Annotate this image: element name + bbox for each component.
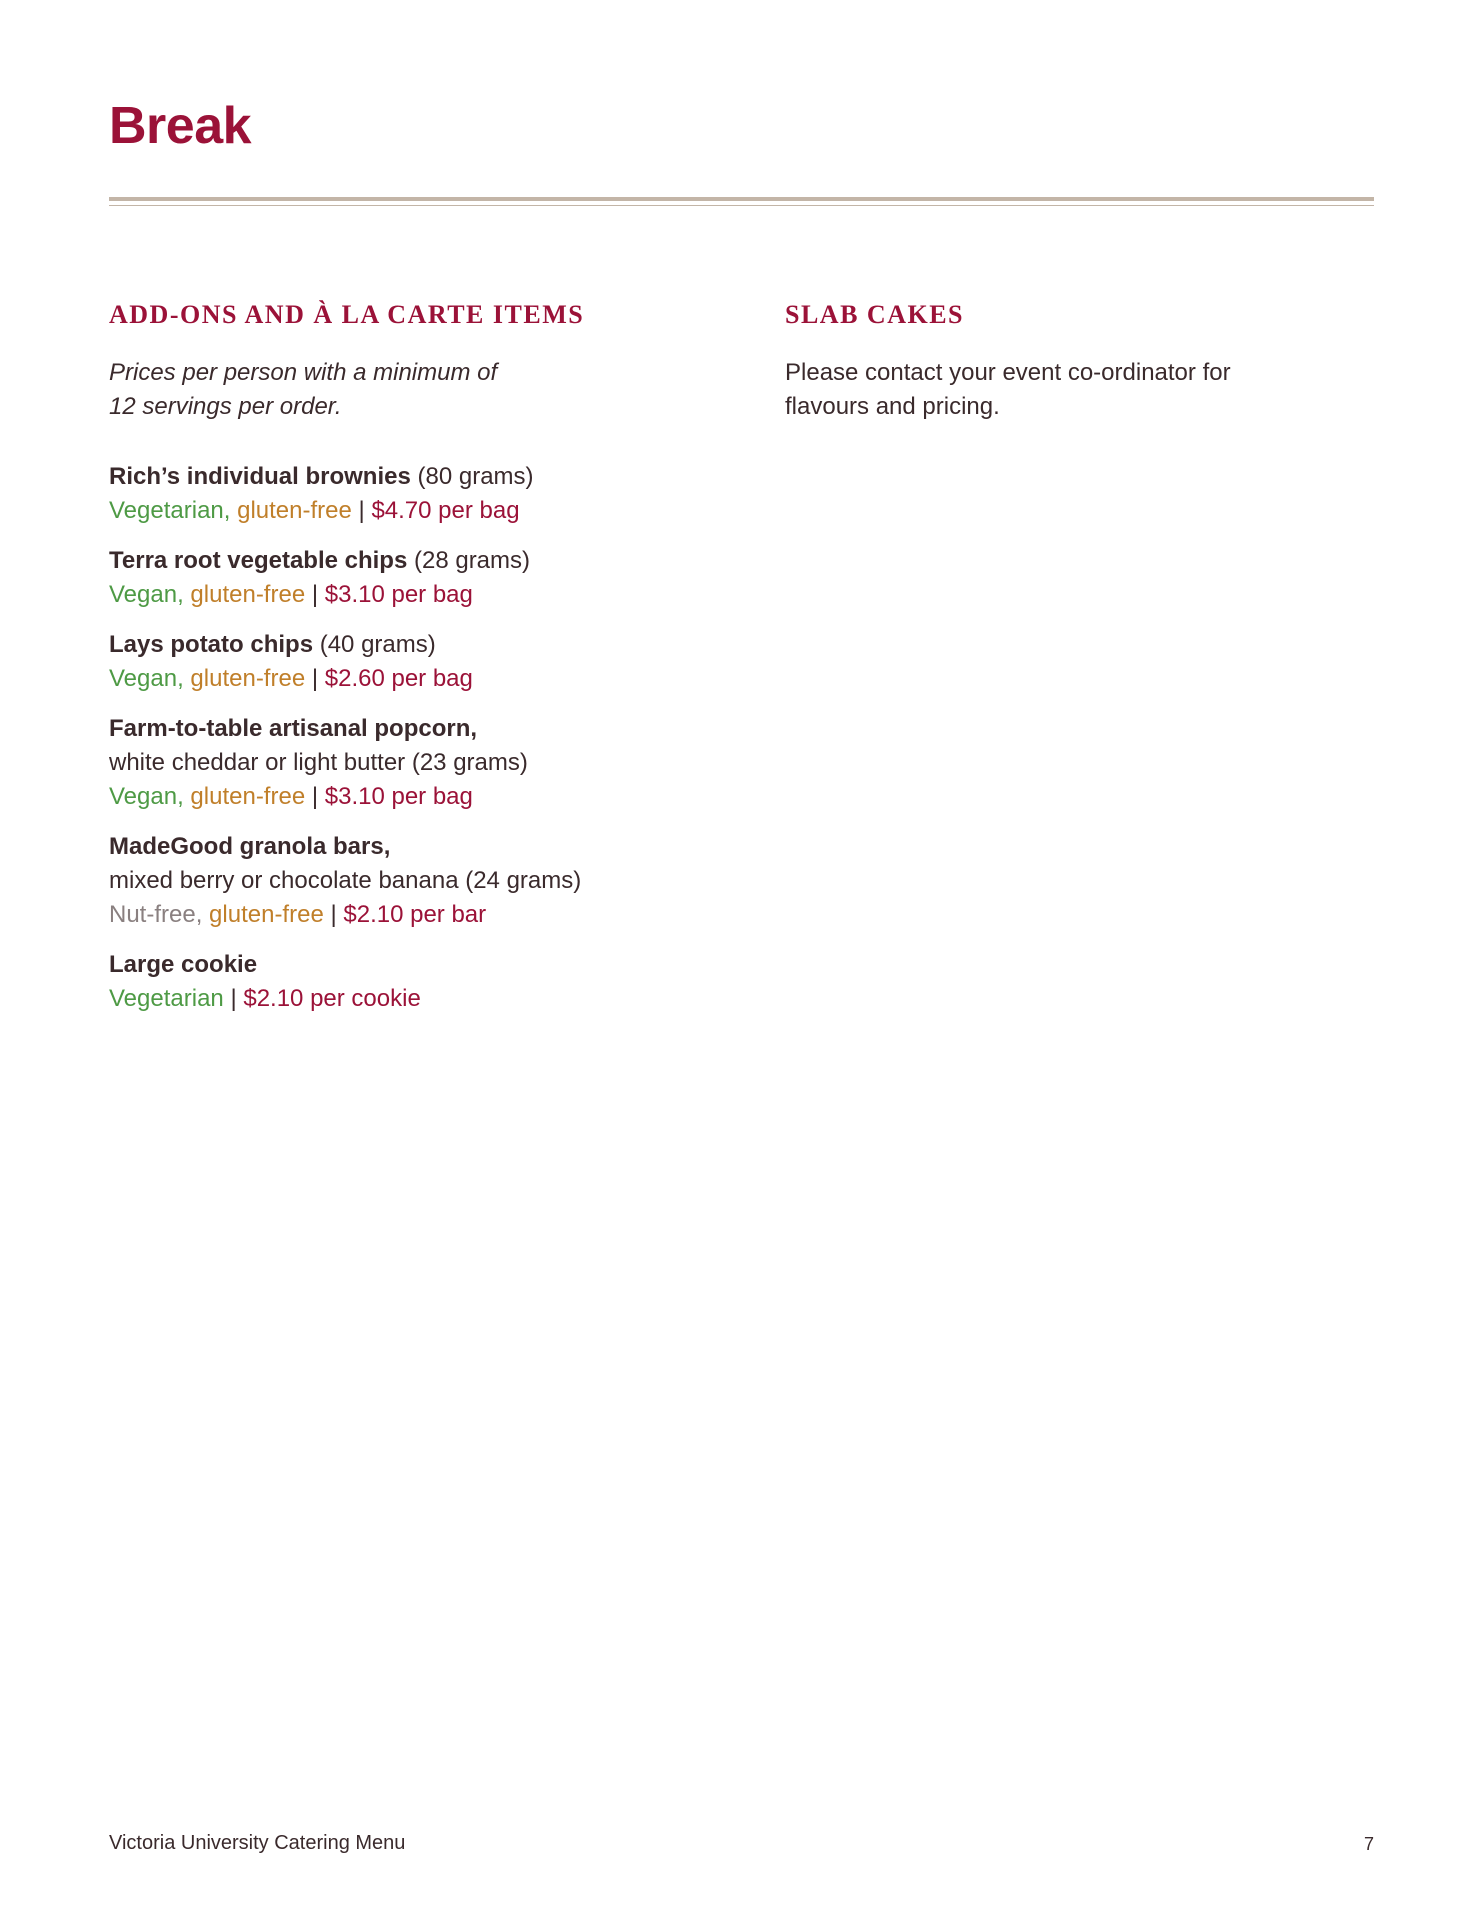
item-price: $3.10 per bag: [324, 783, 473, 810]
item-size: (24 grams): [465, 867, 582, 894]
separator: |: [311, 783, 319, 810]
slab-cakes-heading: SLAB CAKES: [785, 300, 964, 329]
addons-intro-line1: Prices per person with a minimum of: [109, 359, 498, 386]
menu-item-lays-chips: [109, 628, 729, 696]
footer-title: Victoria University Catering Menu: [109, 1832, 406, 1854]
menu-item-large-cookie: [109, 948, 729, 1016]
diet-tag-vegetarian: Vegetarian,: [109, 497, 231, 524]
addons-section: [109, 298, 729, 1032]
menu-item-brownies: [109, 460, 729, 528]
separator: |: [230, 985, 237, 1012]
item-name: Lays potato chips: [109, 631, 314, 658]
addons-heading: ADD-ONS AND À LA CARTE ITEMS: [109, 300, 585, 329]
item-name: Terra root vegetable chips: [109, 547, 408, 574]
item-name: Large cookie: [109, 951, 258, 978]
item-description: mixed berry or chocolate banana: [109, 867, 459, 894]
item-size: (40 grams): [319, 631, 436, 658]
diet-tag-vegetarian: Vegetarian: [109, 985, 224, 1012]
item-size: (28 grams): [413, 547, 531, 574]
item-name: Rich’s individual brownies: [109, 463, 411, 490]
page-title: Break: [109, 97, 252, 155]
item-price: $2.10 per bar: [343, 901, 487, 928]
diet-tag-gluten-free: gluten-free: [190, 581, 306, 608]
diet-tag-nut-free: Nut-free,: [109, 901, 203, 928]
item-description: white cheddar or light butter: [109, 749, 406, 776]
separator: |: [311, 665, 319, 692]
item-size: (80 grams): [417, 463, 534, 490]
menu-item-terra-chips: [109, 544, 729, 612]
diet-tag-gluten-free: gluten-free: [190, 665, 306, 692]
separator: |: [330, 901, 337, 928]
addons-intro: [109, 356, 729, 424]
separator: |: [311, 581, 319, 608]
header-divider-thick: [109, 197, 1374, 201]
item-name: Farm-to-table artisanal popcorn,: [109, 715, 478, 742]
diet-tag-gluten-free: gluten-free: [209, 901, 324, 928]
diet-tag-gluten-free: gluten-free: [237, 497, 352, 524]
menu-item-popcorn: [109, 712, 729, 814]
item-price: $2.60 per bag: [324, 665, 473, 692]
slab-cakes-section: [785, 298, 1345, 424]
item-price: $4.70 per bag: [371, 497, 520, 524]
addons-intro-line2: 12 servings per order.: [109, 393, 342, 420]
page-number: 7: [1363, 1834, 1374, 1854]
item-size: (23 grams): [411, 749, 528, 776]
item-name: MadeGood granola bars,: [109, 833, 391, 860]
diet-tag-gluten-free: gluten-free: [190, 783, 306, 810]
item-price: $2.10 per cookie: [243, 985, 421, 1012]
item-price: $3.10 per bag: [324, 581, 473, 608]
diet-tag-vegan: Vegan,: [109, 783, 184, 810]
diet-tag-vegan: Vegan,: [109, 581, 184, 608]
menu-item-granola-bars: [109, 830, 729, 932]
diet-tag-vegan: Vegan,: [109, 665, 184, 692]
slab-cakes-line2: flavours and pricing.: [785, 393, 1000, 420]
separator: |: [358, 497, 365, 524]
slab-cakes-line1: Please contact your event co-ordinator for: [785, 359, 1231, 386]
header-divider-thin: [109, 205, 1374, 206]
slab-cakes-text: [785, 356, 1345, 424]
addons-list: [109, 460, 729, 1016]
